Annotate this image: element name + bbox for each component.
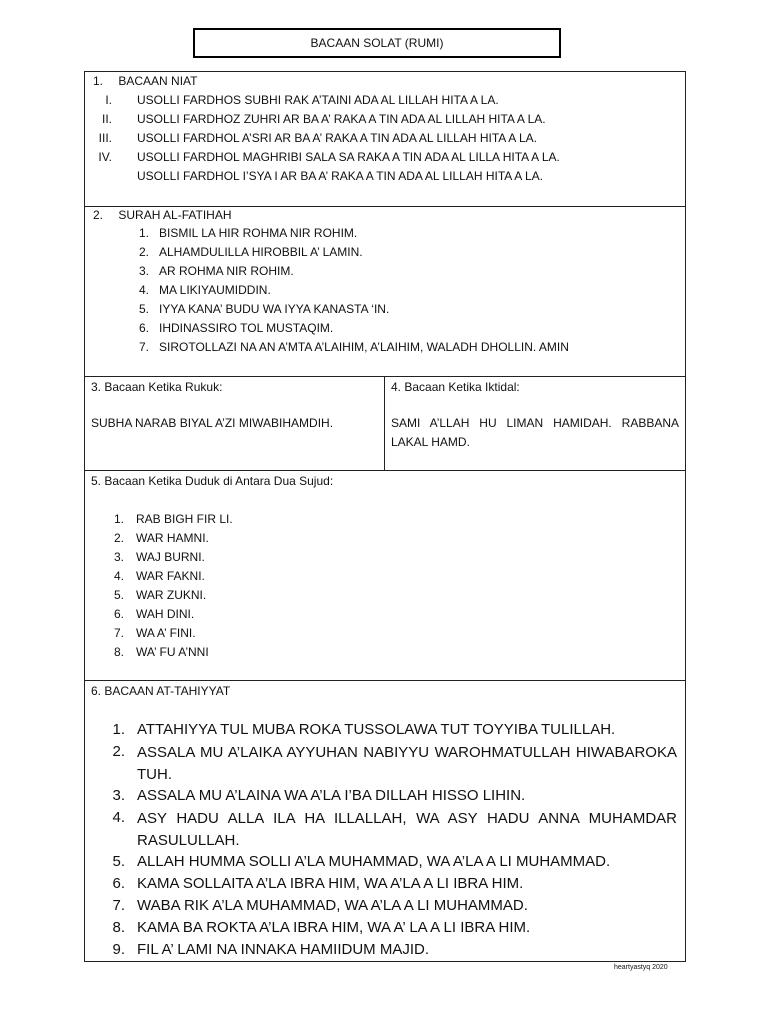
item-text: WABA RIK A’LA MUHAMMAD, WA A’LA A LI MUHAMMAD. [137,897,528,914]
item-number: 2. [112,743,125,760]
item-number: 3. [113,550,124,564]
section-heading: 3. Bacaan Ketika Rukuk: [91,380,223,394]
item-text: ASSALA MU A’LAIKA AYYUHAN NABIYYU WAROHMATULLAH HIWABAROKA TUH. [137,744,677,783]
item-text: MA LIKIYAUMIDDIN. [159,283,271,297]
item-number: 3. [138,264,149,278]
item-number: 8. [113,645,124,659]
item-number: 4. [112,809,125,826]
item-number: I. [105,93,112,107]
item-number: 2. [138,245,149,259]
item-text: WA A’ FINI. [136,626,196,640]
item-number: 7. [138,340,149,354]
item-text: WAJ BURNI. [136,550,205,564]
section-heading: 5. Bacaan Ketika Duduk di Antara Dua Sujud: [91,474,334,488]
item-text: ALLAH HUMMA SOLLI A’LA MUHAMMAD, WA A’LA A LI MUHAMMAD. [137,853,611,870]
page-title-text: BACAAN SOLAT (RUMI) [310,36,444,50]
item-text: RAB BIGH FIR LI. [136,512,233,526]
item-text: ASSALA MU A’LAINA WA A’LA I’BA DILLAH HISSO LIHIN. [137,787,526,804]
item-text: ATTAHIYYA TUL MUBA ROKA TUSSOLAWA TUT TOYYIBA TULILLAH. [137,721,616,738]
item-text: SIROTOLLAZI NA AN A’MTA A’LAIHIM, A’LAIHIM, WALADH DHOLLIN. AMIN [159,340,569,354]
item-number: 7. [113,626,124,640]
section-heading: 4. Bacaan Ketika Iktidal: [391,380,520,394]
item-text: WAR FAKNI. [136,569,205,583]
item-number: 8. [112,919,125,936]
item-number: 4. [113,569,124,583]
page-title [193,28,561,58]
item-text: USOLLI FARDHOL MAGHRIBI SALA SA RAKA A TIN ADA AL LILLA HITA A LA. [137,150,560,164]
section-bacaan-iktidal [384,376,686,471]
section-bacaan-at-tahiyyat [84,680,686,962]
item-text: FIL A’ LAMI NA INNAKA HAMIIDUM MAJID. [137,941,429,958]
item-number: 4. [138,283,149,297]
item-text: USOLLI FARDHOS SUBHI RAK A’TAINI ADA AL LILLAH HITA A LA. [137,93,499,107]
section-duduk-antara-dua-sujud [84,470,686,681]
section-heading [93,208,232,222]
section-heading [93,74,197,88]
item-text: USOLLI FARDHOL A’SRI AR BA A’ RAKA A TIN ADA AL LILLAH HITA A LA. [137,131,537,145]
item-text: WAH DINI. [136,607,195,621]
item-number: 5. [112,853,125,870]
section-bacaan-rukuk [84,376,385,471]
item-number: 6. [113,607,124,621]
item-text: AR ROHMA NIR ROHIM. [159,264,294,278]
section-heading: 6. BACAAN AT-TAHIYYAT [91,684,231,698]
heading-number: 2. [93,208,104,222]
item-text: USOLLI FARDHOZ ZUHRI AR BA A’ RAKA A TIN ADA AL LILLAH HITA A LA. [137,112,546,126]
item-number: III. [98,131,112,145]
item-text: KAMA SOLLAITA A’LA IBRA HIM, WA A’LA A LI IBRA HIM. [137,875,524,892]
item-number: IV. [98,150,112,164]
item-text: WAR ZUKNI. [136,588,207,602]
item-text: WAR HAMNI. [136,531,209,545]
heading-text: BACAAN NIAT [118,74,198,88]
item-number: 6. [112,875,125,892]
item-number: 6. [138,321,149,335]
item-text: IYYA KANA’ BUDU WA IYYA KANASTA ‘IN. [159,302,390,316]
item-text: ASY HADU ALLA ILA HA ILLALLAH, WA ASY HADU ANNA MUHAMDAR RASULULLAH. [137,810,677,849]
section-text: SAMI A’LLAH HU LIMAN HAMIDAH. RABBANA LAKAL HAMD. [391,416,679,449]
item-number: II. [101,112,112,126]
heading-number: 1. [93,74,104,88]
item-text: KAMA BA ROKTA A’LA IBRA HIM, WA A’ LA A LI IBRA HIM. [137,919,531,936]
item-number: 1. [113,512,124,526]
item-number: 2. [113,531,124,545]
item-number: 3. [112,787,125,804]
item-text: BISMIL LA HIR ROHMA NIR ROHIM. [159,226,358,240]
footer-credit: heartyastyq 2020 [614,964,668,971]
heading-text: SURAH AL-FATIHAH [118,208,232,222]
item-number: 7. [112,897,125,914]
item-number: 5. [138,302,149,316]
item-text: IHDINASSIRO TOL MUSTAQIM. [159,321,334,335]
section-bacaan-niat [84,71,686,207]
item-number: 9. [112,941,125,958]
section-surah-al-fatihah [84,206,686,377]
item-text: WA’ FU A’NNI [136,645,209,659]
item-number: 1. [138,226,149,240]
item-text: ALHAMDULILLA HIROBBIL A’ LAMIN. [159,245,363,259]
item-text: USOLLI FARDHOL I’SYA I AR BA A’ RAKA A TIN ADA AL LILLAH HITA A LA. [137,169,543,183]
section-text: SUBHA NARAB BIYAL A’ZI MIWABIHAMDIH. [91,416,334,430]
item-number: 5. [113,588,124,602]
item-number: 1. [112,721,125,738]
